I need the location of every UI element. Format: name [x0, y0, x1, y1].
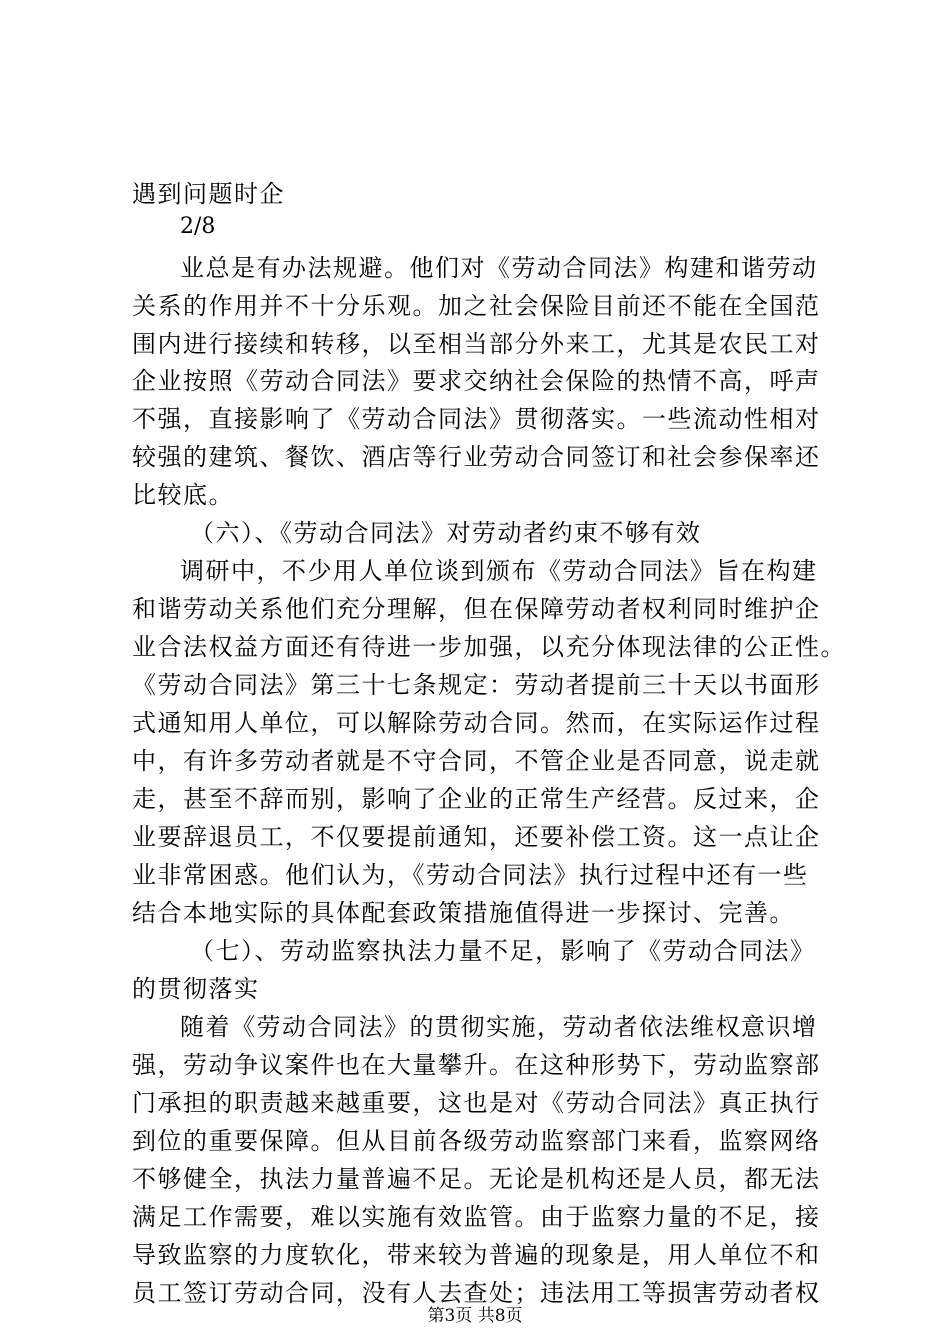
text-line: 不够健全，执法力量普遍不足。无论是机构还是人员，都无法 — [132, 1165, 821, 1193]
text-line: 门承担的职责越来越重要，这也是对《劳动合同法》真正执行 — [132, 1089, 821, 1117]
text-line: 企业按照《劳动合同法》要求交纳社会保险的热情不高，呼声 — [132, 367, 821, 395]
text-line: 员工签订劳动合同，没有人去查处；违法用工等损害劳动者权 — [132, 1279, 821, 1307]
text-line: 中，有许多劳动者就是不守合同，不管企业是否同意，说走就 — [132, 747, 821, 775]
section-heading: （七）、劳动监察执法力量不足，影响了《劳动合同法》 — [190, 937, 816, 965]
text-line: 走，甚至不辞而别，影响了企业的正常生产经营。反过来，企 — [132, 785, 821, 813]
text-line: 式通知用人单位，可以解除劳动合同。然而，在实际运作过程 — [132, 709, 821, 737]
text-line: 较强的建筑、餐饮、酒店等行业劳动合同签订和社会参保率还 — [132, 443, 821, 471]
text-line: 随着《劳动合同法》的贯彻实施，劳动者依法维权意识增 — [180, 1013, 818, 1041]
section-heading: （六）、《劳动合同法》对劳动者约束不够有效 — [190, 519, 702, 547]
text-line: 业要辞退员工，不仅要提前通知，还要补偿工资。这一点让企 — [132, 823, 821, 851]
inline-page-number: 2/8 — [180, 214, 216, 239]
text-line: 到位的重要保障。但从目前各级劳动监察部门来看，监察网络 — [132, 1127, 821, 1155]
text-line: 满足工作需要，难以实施有效监管。由于监察力量的不足，接 — [132, 1203, 821, 1231]
text-line: 关系的作用并不十分乐观。加之社会保险目前还不能在全国范 — [132, 292, 821, 320]
page-footer: 第3页 共8页 — [427, 1306, 523, 1326]
text-line: 结合本地实际的具体配套政策措施值得进一步探讨、完善。 — [132, 899, 795, 927]
section-heading-continued: 的贯彻落实 — [132, 975, 260, 1003]
text-line: 《劳动合同法》第三十七条规定：劳动者提前三十天以书面形 — [132, 671, 821, 699]
text-line: 强，劳动争议案件也在大量攀升。在这种形势下，劳动监察部 — [132, 1051, 821, 1079]
text-line: 遇到问题时企 — [132, 180, 285, 208]
text-line: 业总是有办法规避。他们对《劳动合同法》构建和谐劳动 — [180, 254, 818, 282]
text-line: 和谐劳动关系他们充分理解，但在保障劳动者权利同时维护企 — [132, 595, 821, 623]
text-line: 导致监察的力度软化，带来较为普遍的现象是，用人单位不和 — [132, 1241, 821, 1269]
text-line: 围内进行接续和转移，以至相当部分外来工，尤其是农民工对 — [132, 330, 821, 358]
text-line: 不强，直接影响了《劳动合同法》贯彻落实。一些流动性相对 — [132, 405, 821, 433]
text-line: 调研中，不少用人单位谈到颁布《劳动合同法》旨在构建 — [180, 557, 818, 585]
text-line: 业非常困惑。他们认为，《劳动合同法》执行过程中还有一些 — [132, 861, 809, 889]
text-line: 业合法权益方面还有待进一步加强，以充分体现法律的公正性。 — [132, 633, 846, 661]
text-line: 比较底。 — [132, 481, 234, 509]
